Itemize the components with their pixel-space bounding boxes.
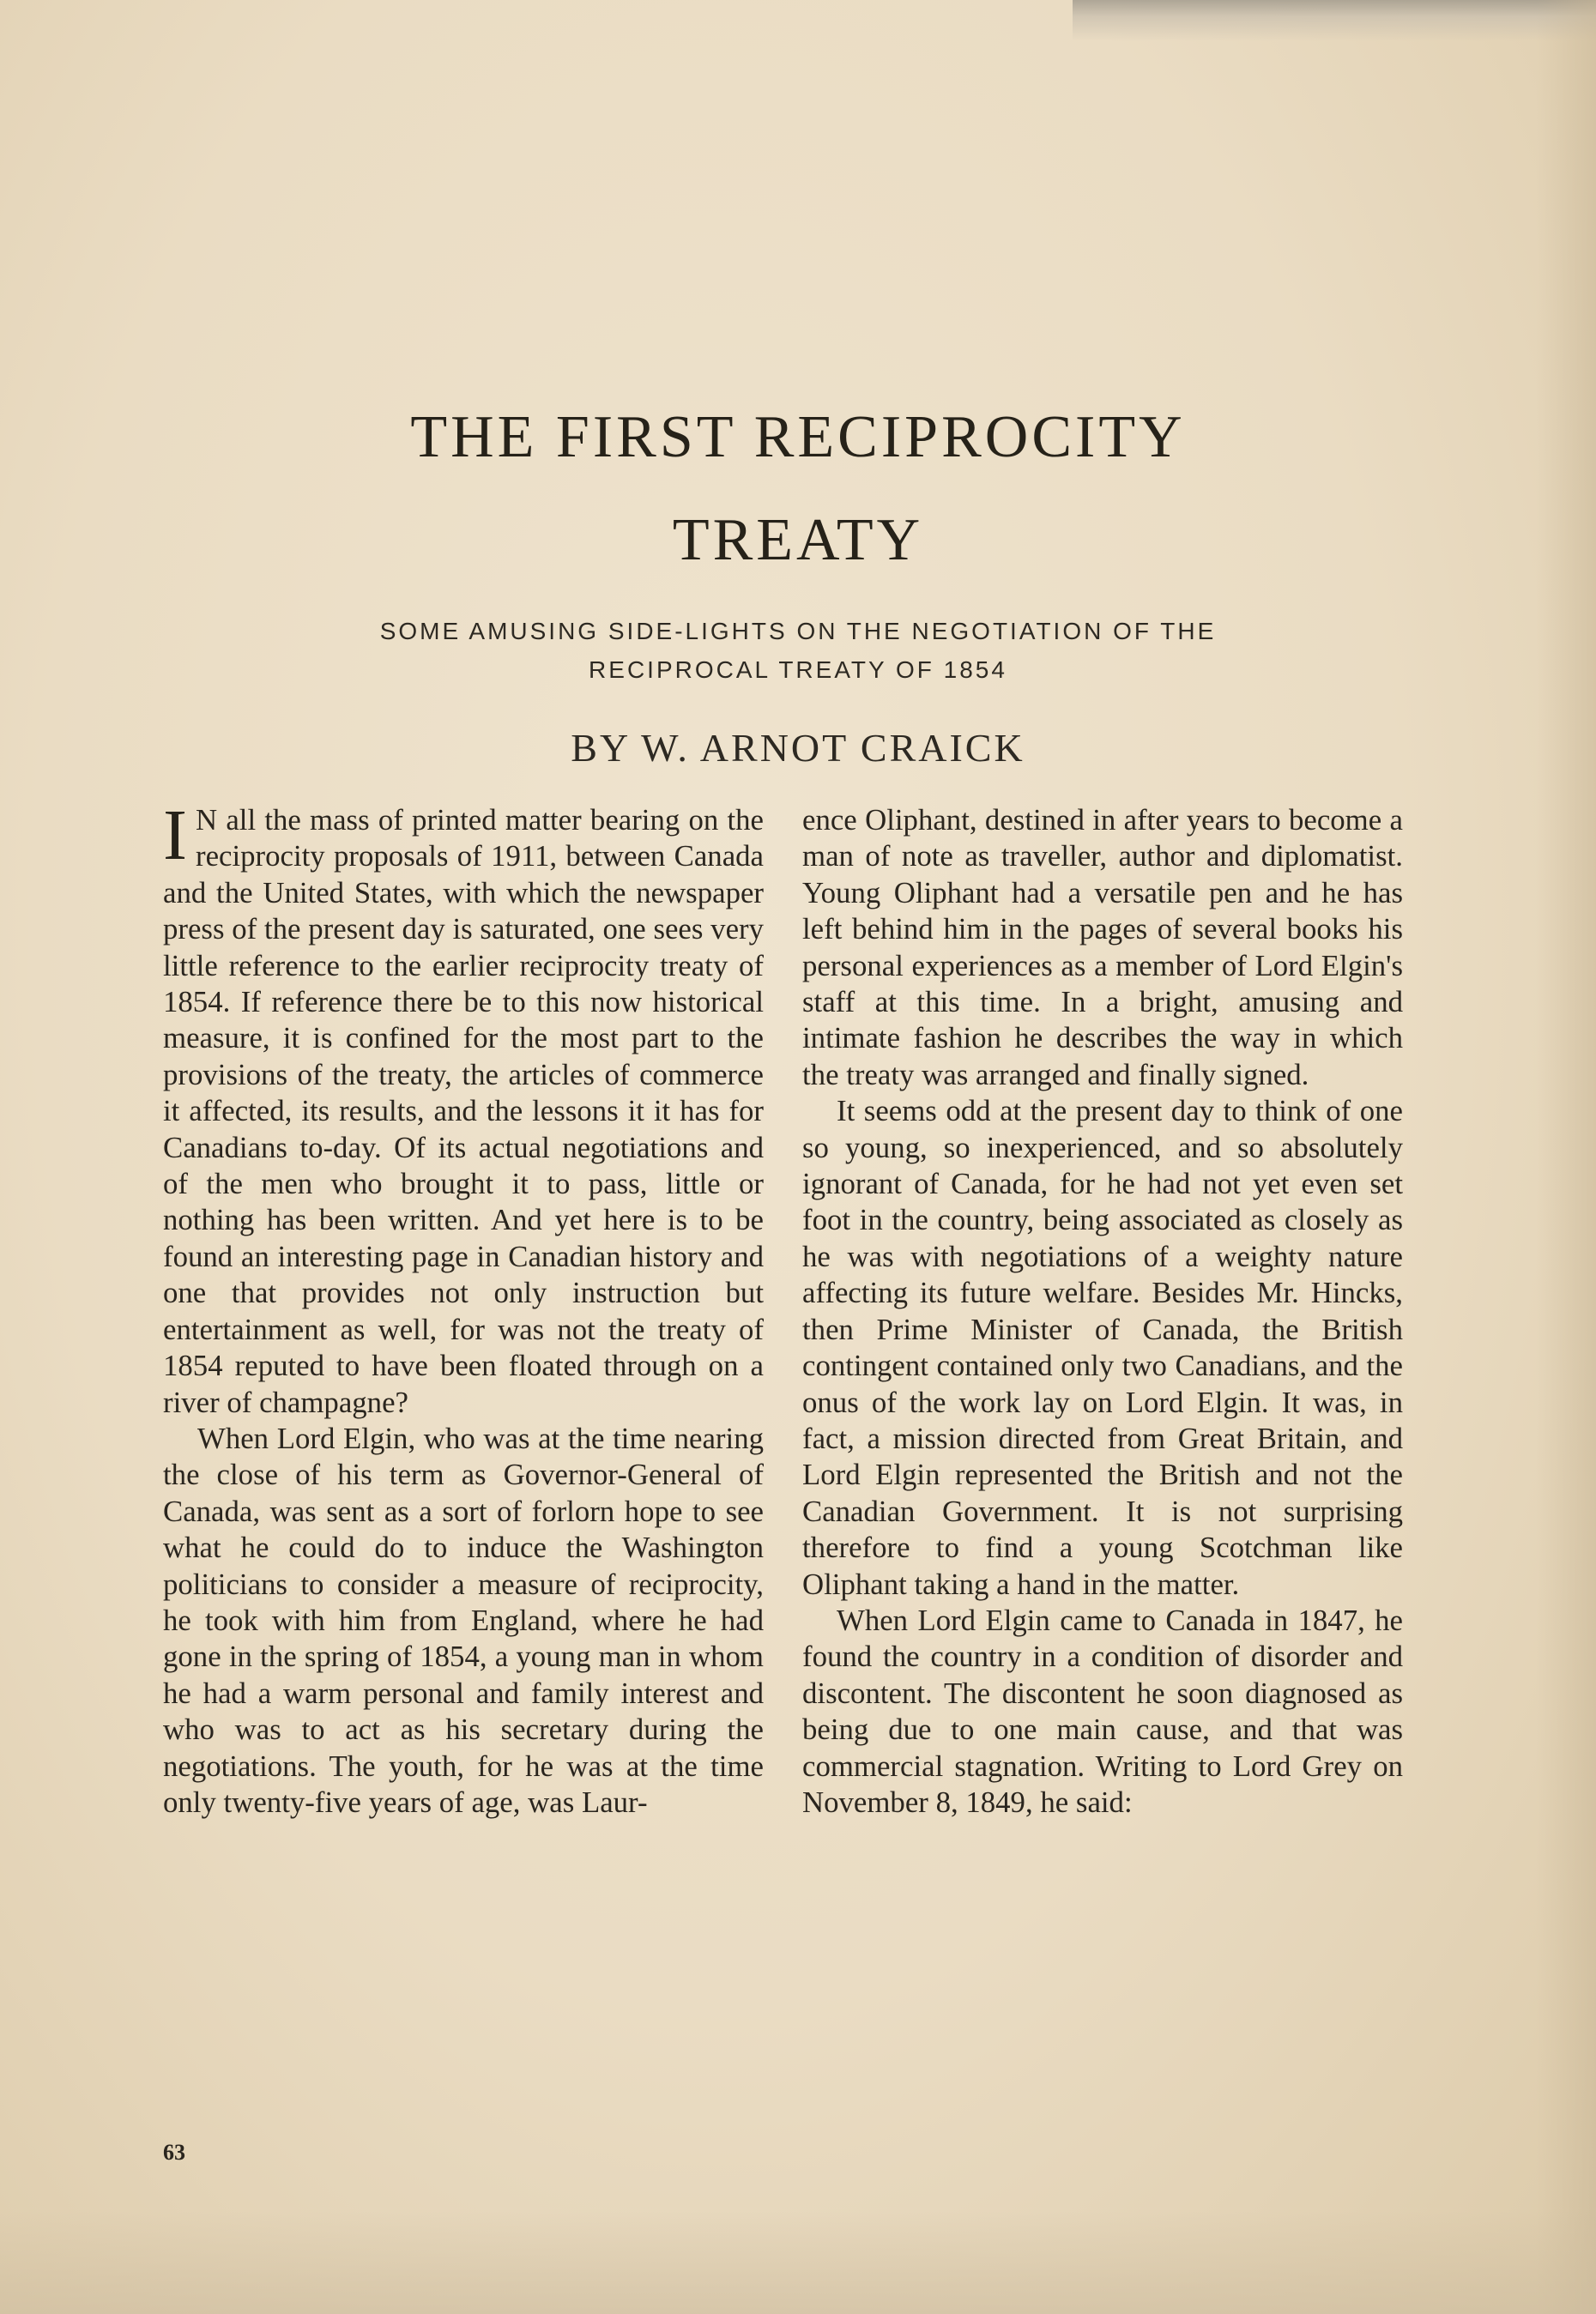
article-subtitle-line-1: SOME AMUSING SIDE-LIGHTS ON THE NEGOTIATION OF THE <box>379 618 1217 644</box>
paragraph-2: When Lord Elgin, who was at the time nearing the close of his term as Governor-General of Canada, was sent as a sort of forlorn hope to see what he could do to induce the Washington politicians to consider a measure of reciprocity, he took with him from England, where he had gone in the spring of 1854, a young man in whom he had a warm personal and family interest and who was to act as his secretary during the negotiations. The youth, for he was at the time only twenty-five years of age, was Laur- <box>163 1421 764 1819</box>
article-subtitle-line-2: RECIPROCAL TREATY OF 1854 <box>589 656 1007 683</box>
paragraph-1 <box>163 795 764 1421</box>
page-right-edge <box>1536 0 1596 2314</box>
paragraph-4: When Lord Elgin came to Canada in 1847, he found the country in a condition of disorder and discontent. The discontent he soon diagnosed as being due to one main cause, and that was commercial stagnation. Writing to Lord Grey on November 8, 1849, he said: <box>802 1603 1403 1819</box>
page-number: 63 <box>163 2140 185 2165</box>
page-top-edge <box>1073 0 1596 41</box>
article-title-line-2: TREATY <box>672 507 924 573</box>
page-bottom-shadow <box>0 2211 1596 2314</box>
paragraph-2-continued: ence Oliphant, destined in after years to become a man of note as traveller, author and diplomatist. Young Oliphant had a versatile pen and he has left behind him in the pages of several books his personal experiences as a member of Lord Elgin's staff at this time. In a bright, amusing and intimate fashion he describes the way in which the treaty was arranged and finally signed. <box>802 803 1403 1091</box>
drop-cap: I <box>163 795 187 875</box>
article-byline: BY W. ARNOT CRAICK <box>571 726 1025 770</box>
right-column <box>802 802 1403 1821</box>
paragraph-1-text: N all the mass of printed matter bearing on the reciprocity proposals of 1911, between Canada and the United States, with which the newspaper press of the present day is saturated, one sees very little reference to the earlier reciprocity treaty of 1854. If reference there be to this now historical measure, it is confined for the most part to the provisions of the treaty, the articles of commerce it affected, its results, and the lessons it it has for Canadians to-day. Of its actual negotiations and of the men who brought it to pass, little or nothing has been written. And yet here is to be found an interesting page in Canadian history and one that provides not only instruction but entertainment as well, for was not the treaty of 1854 reputed to have been floated through on a river of champagne? <box>163 803 764 1419</box>
left-column <box>163 795 764 1821</box>
paragraph-3: It seems odd at the present day to think of one so young, so inexperienced, and so absolutely ignorant of Canada, for he had not yet even set foot in the country, being associated as closely as he was with negotiations of a weighty nature affecting its future welfare. Besides Mr. Hincks, then Prime Minister of Canada, the British contingent contained only two Canadians, and the onus of the work lay on Lord Elgin. It was, in fact, a mission directed from Great Britain, and Lord Elgin represented the British and not the Canadian Government. It is not surprising therefore to find a young Scotchman like Oliphant taking a hand in the matter. <box>802 1094 1403 1601</box>
article-title-line-1: THE FIRST RECIPROCITY <box>410 404 1186 470</box>
